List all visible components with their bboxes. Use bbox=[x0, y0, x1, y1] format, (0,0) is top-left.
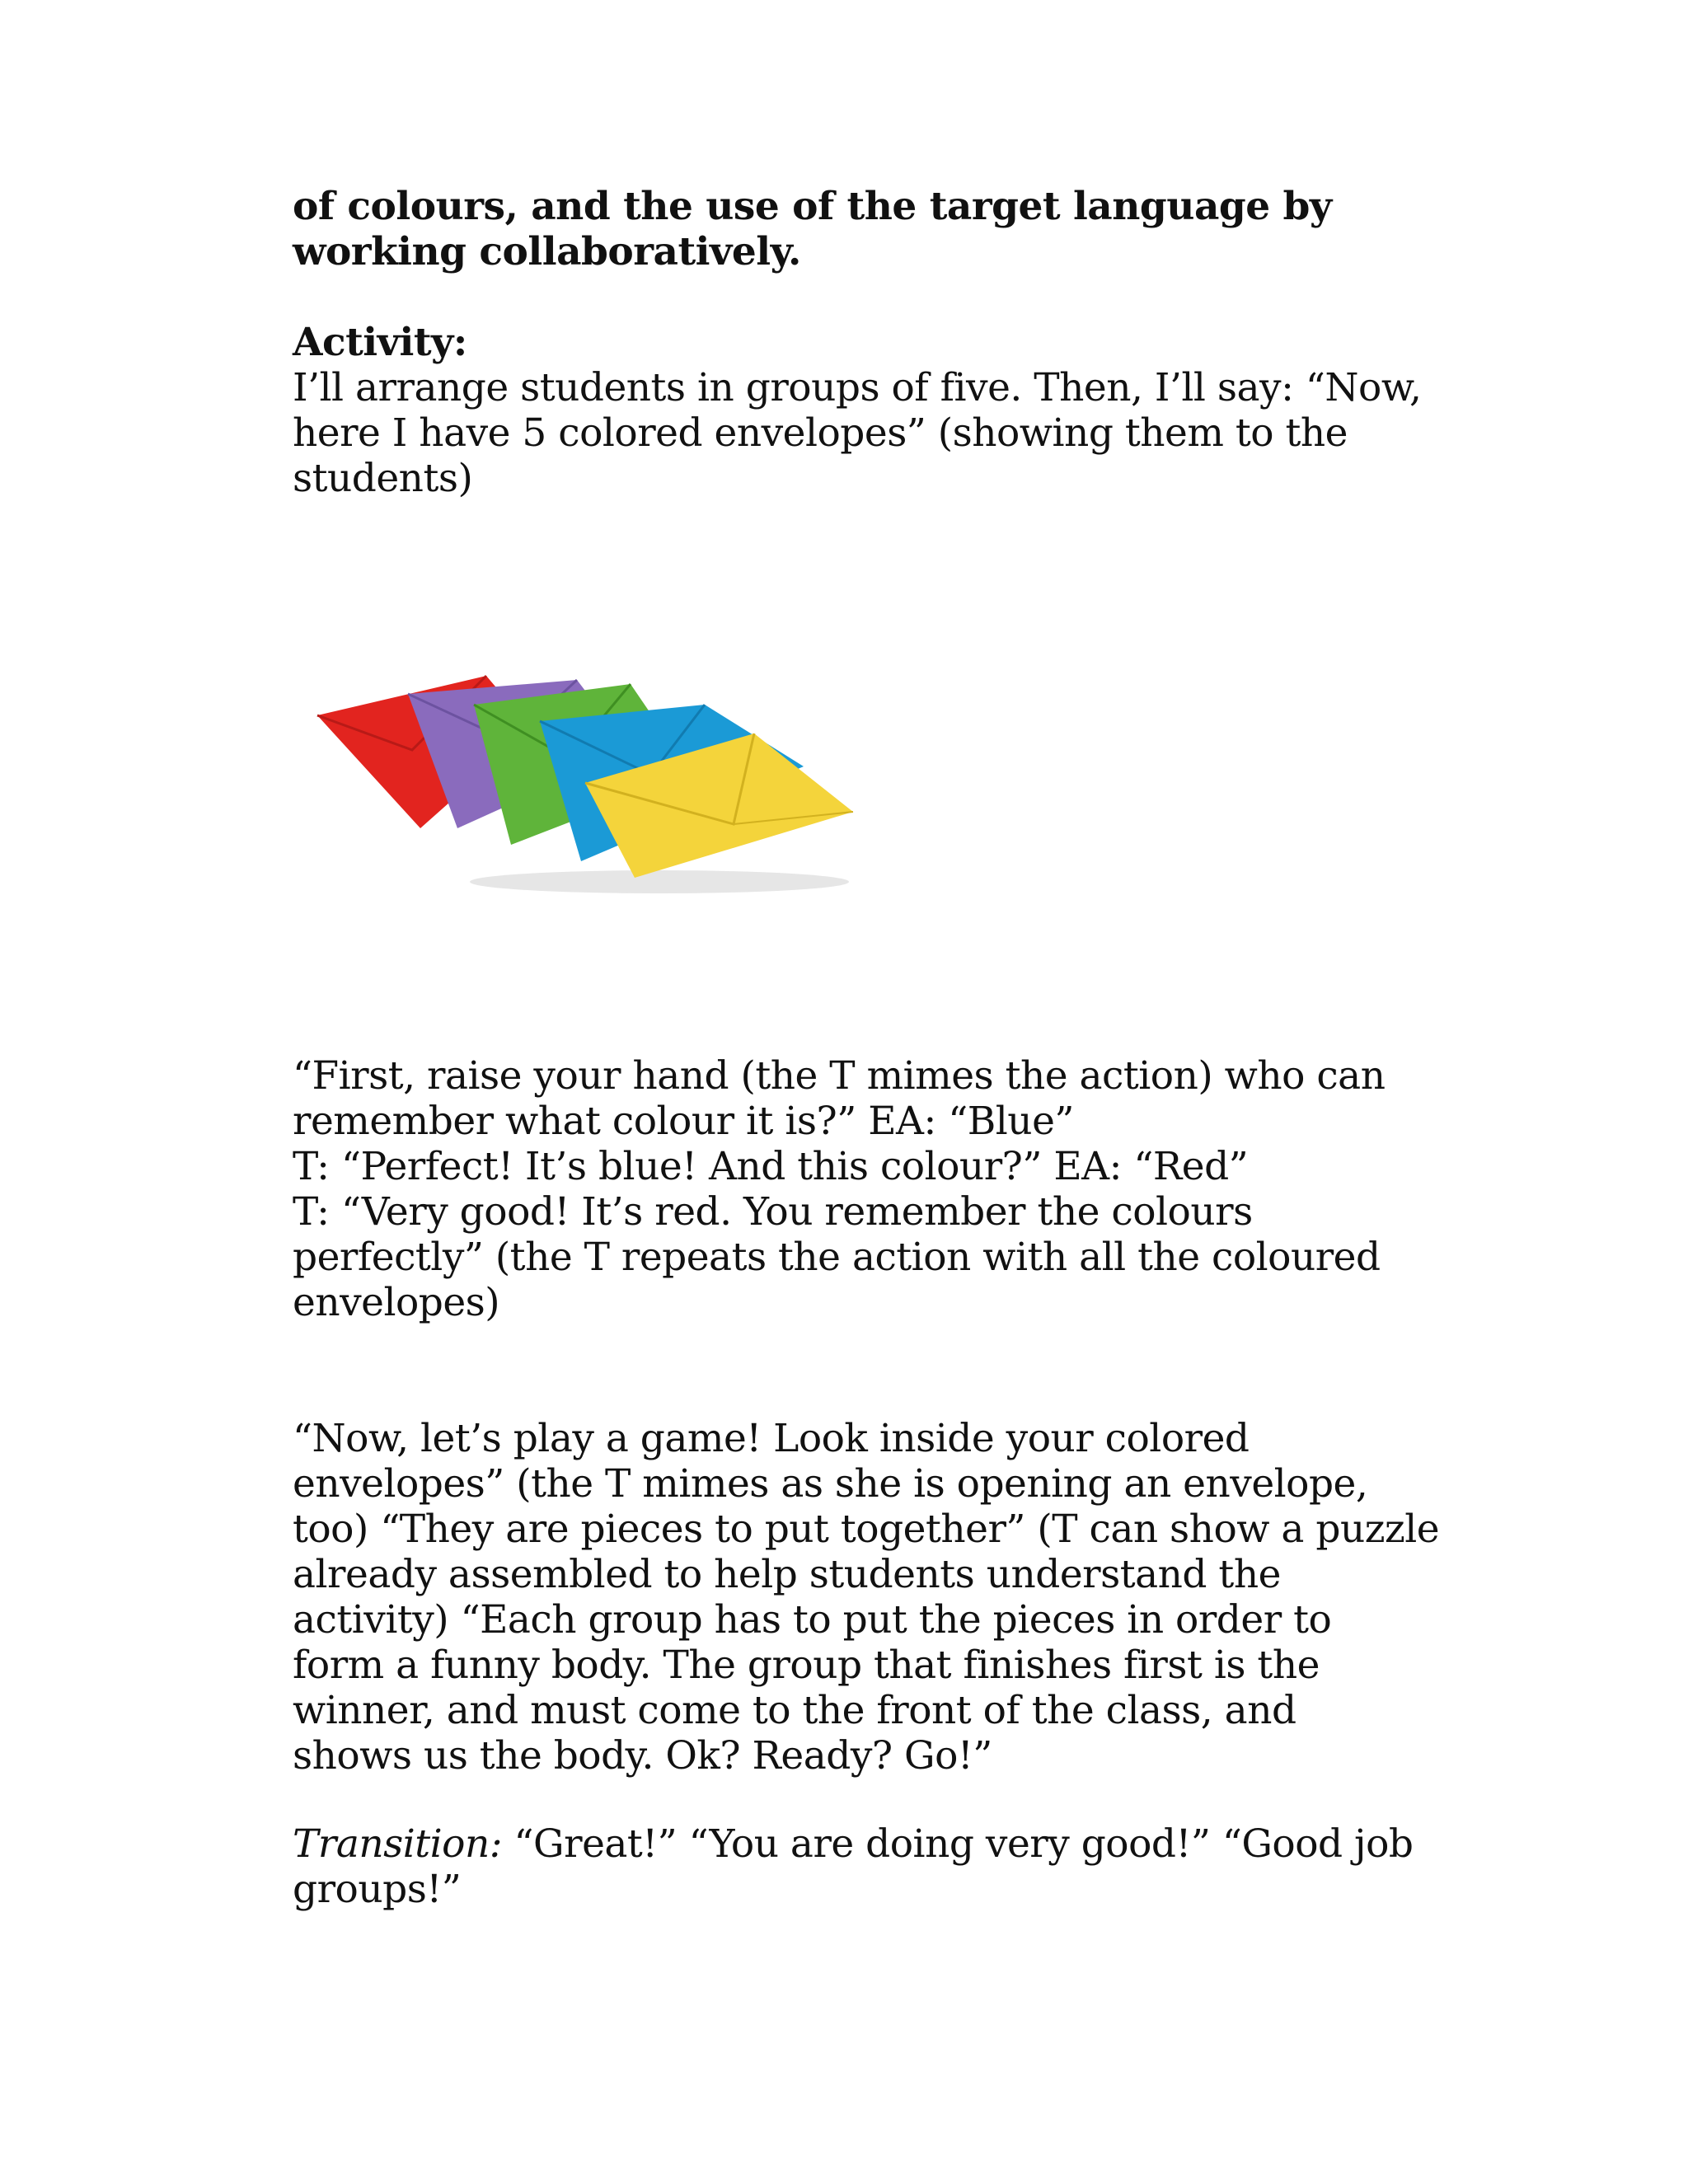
game-line: too) “They are pieces to put together” (T can show a puzzle bbox=[293, 1507, 1440, 1552]
activity-line: here I have 5 colored envelopes” (showing them to the bbox=[293, 410, 1348, 456]
transition-line bbox=[293, 1821, 1438, 1867]
game-paragraph bbox=[293, 1416, 1438, 1779]
transition-label: Transition: bbox=[293, 1821, 503, 1867]
envelope-shadow bbox=[470, 870, 849, 893]
transition-quotes: “Great!” “You are doing very good!” “Good job bbox=[502, 1821, 1414, 1867]
activity-line: I’ll arrange students in groups of five. Then, I’ll say: “Now, bbox=[293, 365, 1422, 410]
game-line: already assembled to help students understand the bbox=[293, 1552, 1281, 1597]
game-line: winner, and must come to the front of the class, and bbox=[293, 1688, 1296, 1733]
intro-line: of colours, and the use of the target language by bbox=[293, 184, 1332, 229]
activity-section bbox=[293, 320, 1438, 501]
intro-paragraph bbox=[293, 184, 1438, 274]
game-line: activity) “Each group has to put the pieces in order to bbox=[293, 1597, 1332, 1643]
game-line: shows us the body. Ok? Ready? Go!” bbox=[293, 1733, 992, 1779]
intro-line: working collaboratively. bbox=[293, 229, 801, 274]
colored-envelopes-image bbox=[305, 659, 865, 907]
activity-line: students) bbox=[293, 456, 473, 501]
dialogue-line: “First, raise your hand (the T mimes the action) who can bbox=[293, 1053, 1386, 1099]
dialogue-line: remember what colour it is?” EA: “Blue” bbox=[293, 1099, 1074, 1144]
dialogue-line: envelopes) bbox=[293, 1280, 500, 1325]
game-line: form a funny body. The group that finishes first is the bbox=[293, 1643, 1320, 1688]
game-line: envelopes” (the T mimes as she is opening an envelope, bbox=[293, 1461, 1368, 1507]
dialogue-line: T: “Very good! It’s red. You remember the colours bbox=[293, 1189, 1253, 1235]
dialogue-paragraph bbox=[293, 1053, 1438, 1325]
activity-heading: Activity: bbox=[293, 320, 467, 365]
dialogue-line: T: “Perfect! It’s blue! And this colour?” EA: “Red” bbox=[293, 1144, 1249, 1189]
dialogue-line: perfectly” (the T repeats the action with all the coloured bbox=[293, 1235, 1381, 1280]
transition-line: groups!” bbox=[293, 1867, 462, 1912]
transition-paragraph bbox=[293, 1821, 1438, 1912]
game-line: “Now, let’s play a game! Look inside your colored bbox=[293, 1416, 1250, 1461]
